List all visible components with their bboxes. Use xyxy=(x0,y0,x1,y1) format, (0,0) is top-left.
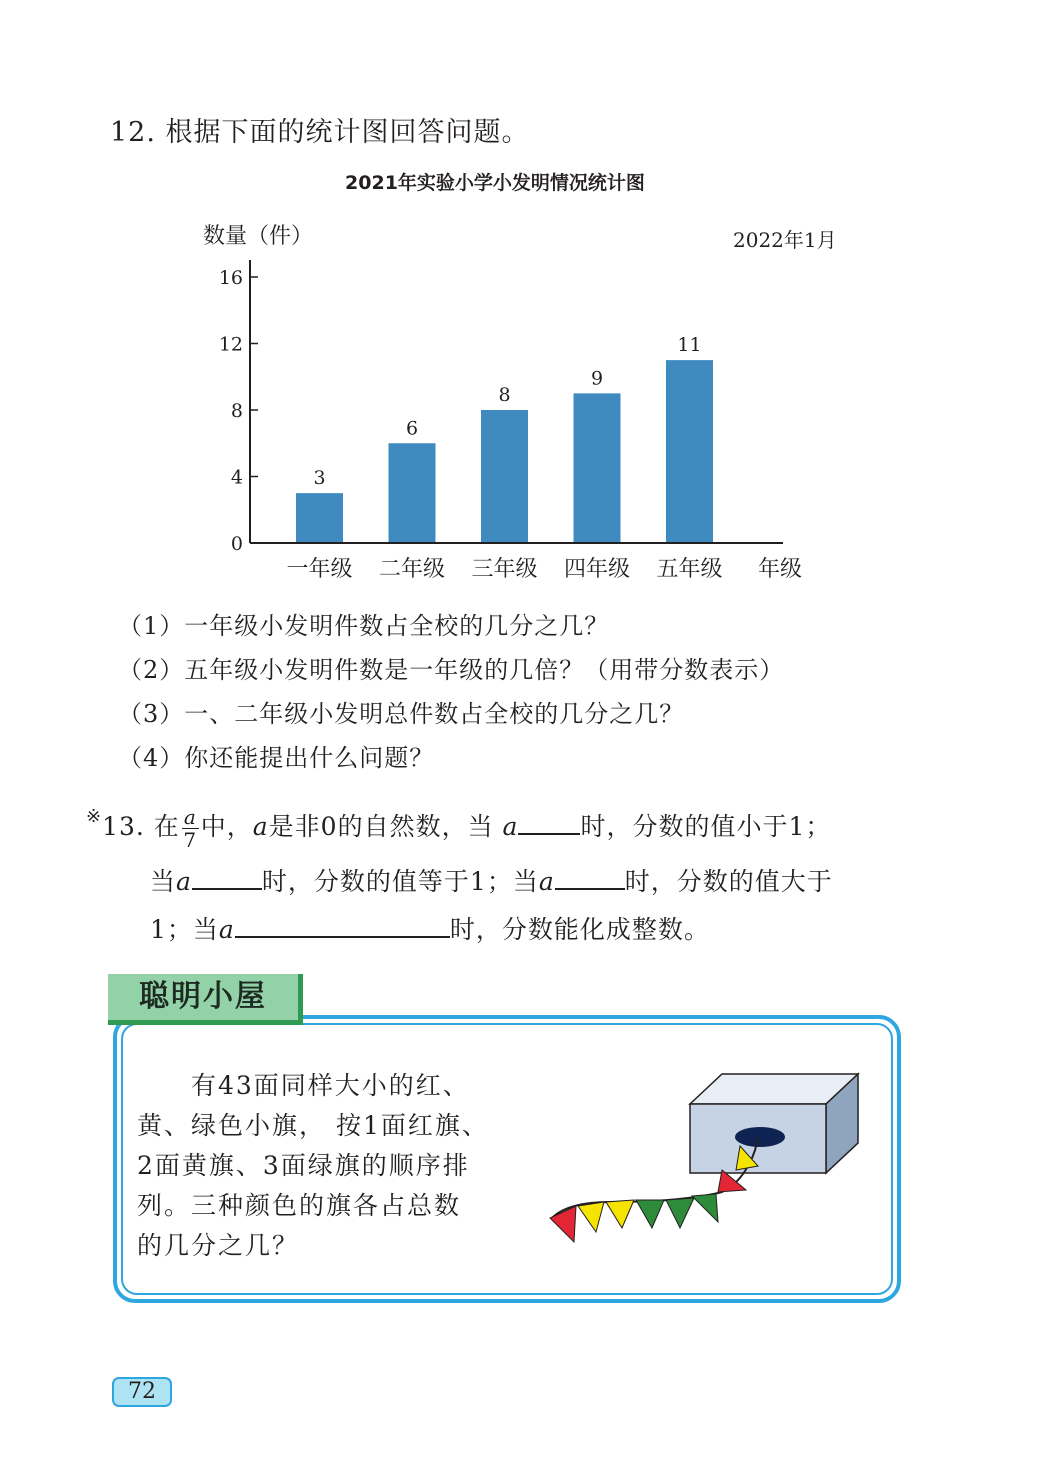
y-tick-label: 12 xyxy=(218,333,243,356)
bar-value-label: 8 xyxy=(498,384,511,406)
bar-value-label: 6 xyxy=(405,417,419,440)
bar xyxy=(481,410,528,543)
question-12-heading: 12. 根据下面的统计图回答问题。 xyxy=(110,117,530,148)
flag-green-icon xyxy=(666,1198,694,1228)
blank-2[interactable] xyxy=(192,866,262,890)
question-13-line-1: ※13. 在 $\frac{a}{7}$ 中，a是非0的自然数，当 a 时，分数的值小于1； xyxy=(86,805,832,852)
category-label: 二年级 xyxy=(378,557,446,582)
question-13-line-3: 1；当a 时，分数能化成整数。 xyxy=(150,915,710,944)
chart-title: 2021年实验小学小发明情况统计图 xyxy=(345,172,645,194)
blank-3[interactable] xyxy=(555,866,625,890)
q13-number: 13. 在 xyxy=(102,812,180,841)
flag-yellow-icon xyxy=(606,1200,634,1228)
bar-value-label: 3 xyxy=(313,467,326,490)
category-label: 四年级 xyxy=(563,557,631,582)
category-label: 三年级 xyxy=(471,557,538,582)
x-axis-label: 年级 xyxy=(758,557,803,582)
category-label: 一年级 xyxy=(286,557,353,582)
flag-green-icon xyxy=(636,1200,664,1228)
question-13-line-2: 当a 时，分数的值等于1；当a 时，分数的值大于 xyxy=(150,867,833,896)
bar xyxy=(574,393,621,543)
y-axis-label: 数量（件） xyxy=(203,224,314,249)
bar xyxy=(666,360,713,543)
y-tick-label: 8 xyxy=(230,400,243,422)
bar-value-label: 9 xyxy=(590,367,604,390)
bar xyxy=(296,493,343,543)
flag-yellow-icon xyxy=(578,1202,604,1232)
bar xyxy=(389,443,436,543)
page-number: 72 xyxy=(112,1377,172,1407)
category-label: 五年级 xyxy=(656,557,723,582)
sub-question-3: （3）一、二年级小发明总件数占全校的几分之几？ xyxy=(118,700,685,728)
flag-box-illustration xyxy=(540,1066,870,1256)
sub-question-1: （1）一年级小发明件数占全校的几分之几？ xyxy=(118,612,610,640)
smart-house-title: 聪明小屋 xyxy=(108,974,303,1025)
y-tick-label: 4 xyxy=(230,466,243,489)
y-tick-label: 16 xyxy=(218,267,243,289)
blank-4[interactable] xyxy=(235,914,450,938)
blank-1[interactable] xyxy=(518,811,580,835)
sub-question-4: （4）你还能提出什么问题？ xyxy=(118,744,435,772)
sub-question-2: （2）五年级小发明件数是一年级的几倍？（用带分数表示） xyxy=(118,656,785,684)
flag-green-icon xyxy=(692,1194,718,1222)
fraction-a-over-7: $\frac{a}{7}$ xyxy=(183,805,198,852)
box-hole xyxy=(735,1127,785,1147)
bar-value-label: 11 xyxy=(677,334,702,357)
chart-date: 2022年1月 xyxy=(733,228,837,252)
y-tick-label: 0 xyxy=(230,533,243,555)
optional-mark: ※ xyxy=(86,806,103,827)
bar-chart xyxy=(0,200,1048,600)
smart-house-puzzle: 有43面同样大小的红、 黄、绿色小旗， 按1面红旗、 2面黄旗、3面绿旗的顺序排 列。三种颜色的旗各占总数 的几分之几？ xyxy=(137,1071,489,1260)
